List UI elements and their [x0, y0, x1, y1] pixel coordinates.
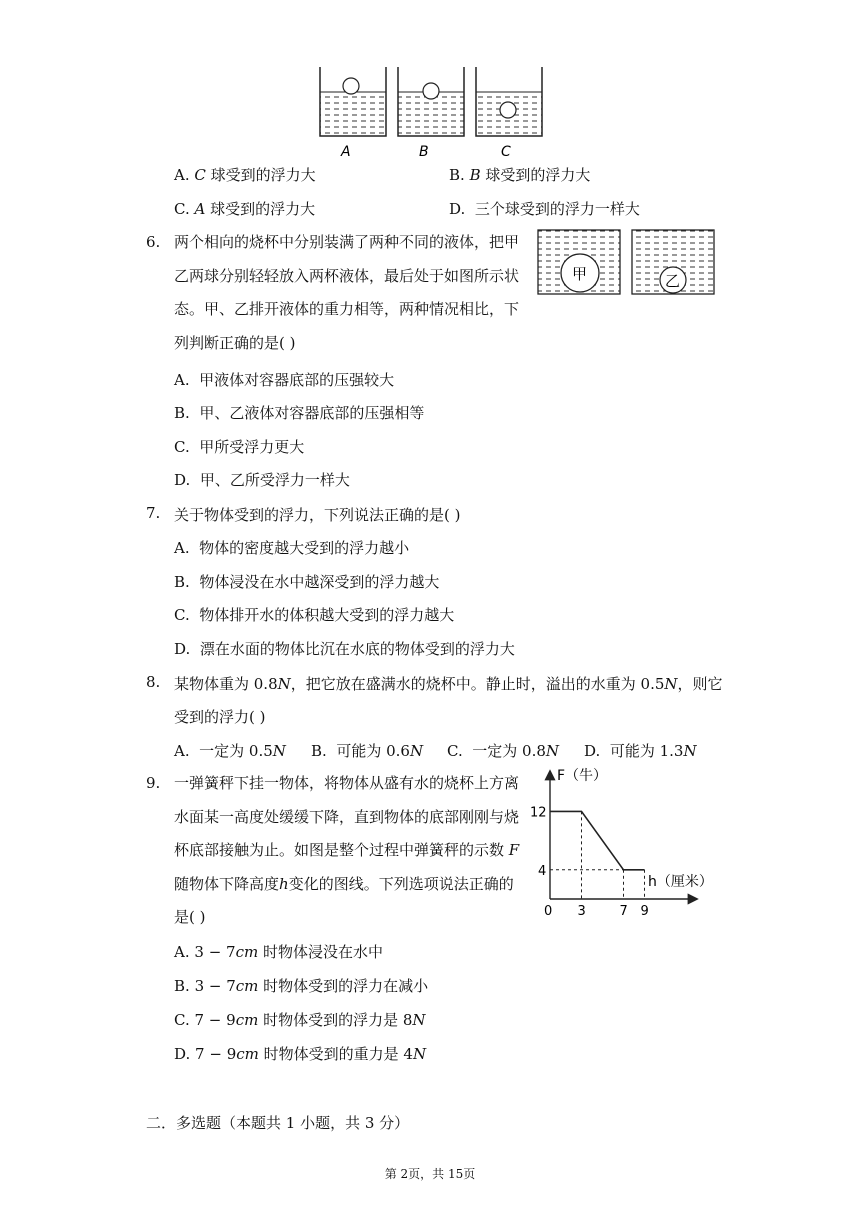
q5-option-d: D. 三个球受到的浮力一样大 — [449, 200, 640, 218]
guide-lines — [550, 811, 645, 899]
y-tick-4: 4 — [538, 863, 547, 879]
x-axis-label: h（厘米） — [648, 874, 713, 890]
q6-number: 6. — [146, 233, 161, 251]
q9-number: 9. — [146, 774, 161, 792]
q6-option-c: C. 甲所受浮力更大 — [174, 438, 305, 456]
x-tick-0: 0 — [544, 904, 553, 919]
q5-option-c: C. A 球受到的浮力大 — [174, 200, 316, 218]
q6-option-a: A. 甲液体对容器底部的压强较大 — [174, 371, 395, 389]
q7-number: 7. — [146, 504, 161, 522]
q9-option-b: B. 3 − 7cm 时物体受到的浮力在减小 — [174, 977, 429, 995]
q5-option-a: A. C 球受到的浮力大 — [174, 166, 316, 184]
beaker-label-b: B — [419, 144, 429, 160]
q7-option-b: B. 物体浸没在水中越深受到的浮力越大 — [174, 573, 440, 591]
q9-option-c: C. 7 − 9cm 时物体受到的浮力是 8N — [174, 1011, 426, 1029]
beaker-label-c: C — [501, 144, 511, 160]
x-tick-7: 7 — [619, 904, 628, 919]
section-heading: 二．多选题（本题共 1 小题，共 3 分） — [146, 1114, 410, 1132]
beaker-jia — [538, 230, 620, 294]
beaker-b — [398, 67, 464, 136]
ball-label-jia: 甲 — [572, 265, 588, 283]
q5-option-b: B. B 球受到的浮力大 — [449, 166, 591, 184]
x-tick-9: 9 — [640, 904, 649, 919]
beaker-yi — [632, 230, 714, 294]
q8-number: 8. — [146, 673, 161, 691]
y-tick-12: 12 — [530, 805, 547, 821]
beaker-label-a: A — [341, 144, 351, 160]
x-tick-3: 3 — [577, 904, 586, 919]
q9-force-height-chart — [528, 764, 718, 919]
q6-option-b: B. 甲、乙液体对容器底部的压强相等 — [174, 404, 425, 422]
ball-c — [500, 102, 516, 118]
series-line — [550, 811, 645, 869]
ball-a — [343, 78, 359, 94]
q5-beakers-figure — [315, 64, 547, 160]
q8-option-c: C. 一定为 0.8N — [447, 742, 560, 760]
q7-option-a: A. 物体的密度越大受到的浮力越小 — [174, 539, 410, 557]
y-axis-label: F（牛） — [557, 768, 608, 784]
beaker-a — [320, 67, 386, 136]
page-footer: 第 2页，共 15页 — [384, 1167, 476, 1181]
ball-b — [423, 83, 439, 99]
q8-option-b: B. 可能为 0.6N — [311, 742, 424, 760]
q8-option-a: A. 一定为 0.5N — [174, 742, 286, 760]
q7-option-d: D. 漂在水面的物体比沉在水底的物体受到的浮力大 — [174, 640, 515, 658]
q6-option-d: D. 甲、乙所受浮力一样大 — [174, 471, 350, 489]
q9-option-d: D. 7 − 9cm 时物体受到的重力是 4N — [174, 1045, 427, 1063]
q9-option-a: A. 3 − 7cm 时物体浸没在水中 — [174, 943, 383, 961]
q6-beakers-figure — [536, 228, 716, 298]
q7-option-c: C. 物体排开水的体积越大受到的浮力越大 — [174, 606, 455, 624]
q9-stem: 一弹簧秤下挂一物体，将物体从盛有水的烧杯上方离 水面某一高度处缓缓下降，直到物体的底部刚刚与烧 杯底部接触为止。如图是整个过程中弹簧秤的示数 F 随物体下降高度h变化的图线。下列选项说法正确的 是( ) — [174, 774, 520, 926]
ball-label-yi: 乙 — [665, 272, 681, 290]
beaker-c — [476, 67, 542, 136]
q8-stem-line1: 某物体重为 0.8N，把它放在盛满水的烧杯中。静止时，溢出的水重为 0.5N，则它 — [174, 675, 723, 693]
q8-option-d: D. 可能为 1.3N — [584, 742, 697, 760]
q7-stem: 关于物体受到的浮力，下列说法正确的是( ) — [174, 506, 461, 524]
q8-stem-line2: 受到的浮力( ) — [174, 708, 266, 726]
q6-stem: 两个相向的烧杯中分别装满了两种不同的液体，把甲 乙两球分别轻轻放入两杯液体，最后处于如图所示状 态。甲、乙排开液体的重力相等，两种情况相比，下 列判断正确的是( ) — [174, 233, 520, 352]
